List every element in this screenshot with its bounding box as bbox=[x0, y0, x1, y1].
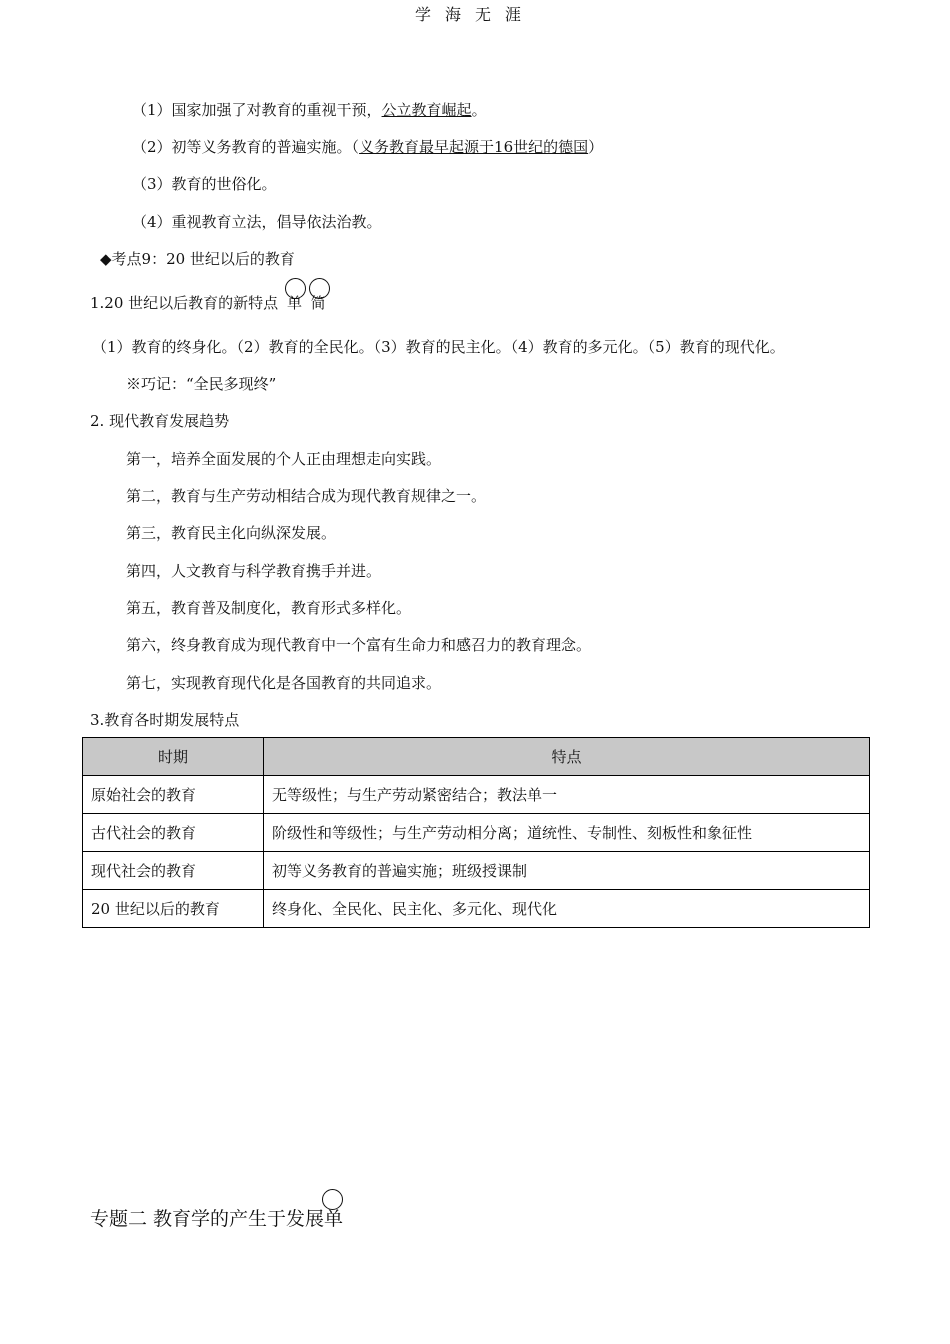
list-item bbox=[132, 137, 603, 157]
list-item bbox=[132, 100, 487, 120]
section-heading bbox=[90, 293, 326, 313]
kaodian-heading: ◆考点9：20 世纪以后的教育 bbox=[100, 250, 295, 268]
table-cell: 原始社会的教育 bbox=[83, 776, 264, 814]
badge-single: 单 bbox=[286, 294, 302, 312]
features-line: （1）教育的终身化。（2）教育的全民化。（3）教育的民主化。（4）教育的多元化。（5）教育的现代化。 bbox=[92, 338, 785, 356]
table-header: 特点 bbox=[264, 738, 870, 776]
table-cell: 阶级性和等级性；与生产劳动相分离；道统性、专制性、刻板性和象征性 bbox=[264, 814, 870, 852]
underlined-text: 义务教育最早起源于16世纪的德国 bbox=[359, 138, 589, 156]
table-row bbox=[83, 776, 870, 814]
section-title: 1.20 世纪以后教育的新特点 bbox=[90, 294, 279, 312]
table-header: 时期 bbox=[83, 738, 264, 776]
table-cell: 初等义务教育的普遍实施；班级授课制 bbox=[264, 852, 870, 890]
trend-item: 第三，教育民主化向纵深发展。 bbox=[126, 524, 337, 542]
table-cell: 终身化、全民化、民主化、多元化、现代化 bbox=[264, 890, 870, 928]
memo-line: ※巧记：“全民多现终” bbox=[126, 375, 277, 393]
period-table bbox=[82, 737, 870, 928]
table-cell: 20 世纪以后的教育 bbox=[83, 890, 264, 928]
list-item-suffix: 。 bbox=[471, 101, 487, 119]
table-row bbox=[83, 890, 870, 928]
trend-item: 第五，教育普及制度化，教育形式多样化。 bbox=[126, 599, 412, 617]
list-item: （3）教育的世俗化。 bbox=[132, 175, 277, 193]
page-header: 学海无涯 bbox=[414, 5, 535, 24]
trend-item: 第四，人文教育与科学教育携手并进。 bbox=[126, 562, 382, 580]
table-cell: 古代社会的教育 bbox=[83, 814, 264, 852]
trend-item: 第一，培养全面发展的个人正由理想走向实践。 bbox=[126, 450, 442, 468]
table-cell: 无等级性；与生产劳动紧密结合；教法单一 bbox=[264, 776, 870, 814]
list-item-suffix: ） bbox=[588, 138, 604, 156]
trend-item: 第二，教育与生产劳动相结合成为现代教育规律之一。 bbox=[126, 487, 487, 505]
list-item: （4）重视教育立法，倡导依法治教。 bbox=[132, 213, 382, 231]
list-item-text: （2）初等义务教育的普遍实施。（ bbox=[132, 138, 360, 156]
table-cell: 现代社会的教育 bbox=[83, 852, 264, 890]
table-row bbox=[83, 814, 870, 852]
table-row bbox=[83, 852, 870, 890]
badge-single: 单 bbox=[324, 1204, 343, 1231]
table-header-row bbox=[83, 738, 870, 776]
underlined-text: 公立教育崛起 bbox=[381, 101, 472, 119]
topic-title: 专题二 教育学的产生于发展 bbox=[90, 1208, 325, 1230]
topic-heading bbox=[90, 1204, 343, 1231]
trend-item: 第七，实现教育现代化是各国教育的共同追求。 bbox=[126, 674, 442, 692]
badge-short: 简 bbox=[310, 294, 326, 312]
section-heading: 2. 现代教育发展趋势 bbox=[90, 412, 230, 430]
section-heading: 3.教育各时期发展特点 bbox=[90, 711, 240, 729]
list-item-text: （1）国家加强了对教育的重视干预， bbox=[132, 101, 382, 119]
trend-item: 第六，终身教育成为现代教育中一个富有生命力和感召力的教育理念。 bbox=[126, 636, 592, 654]
